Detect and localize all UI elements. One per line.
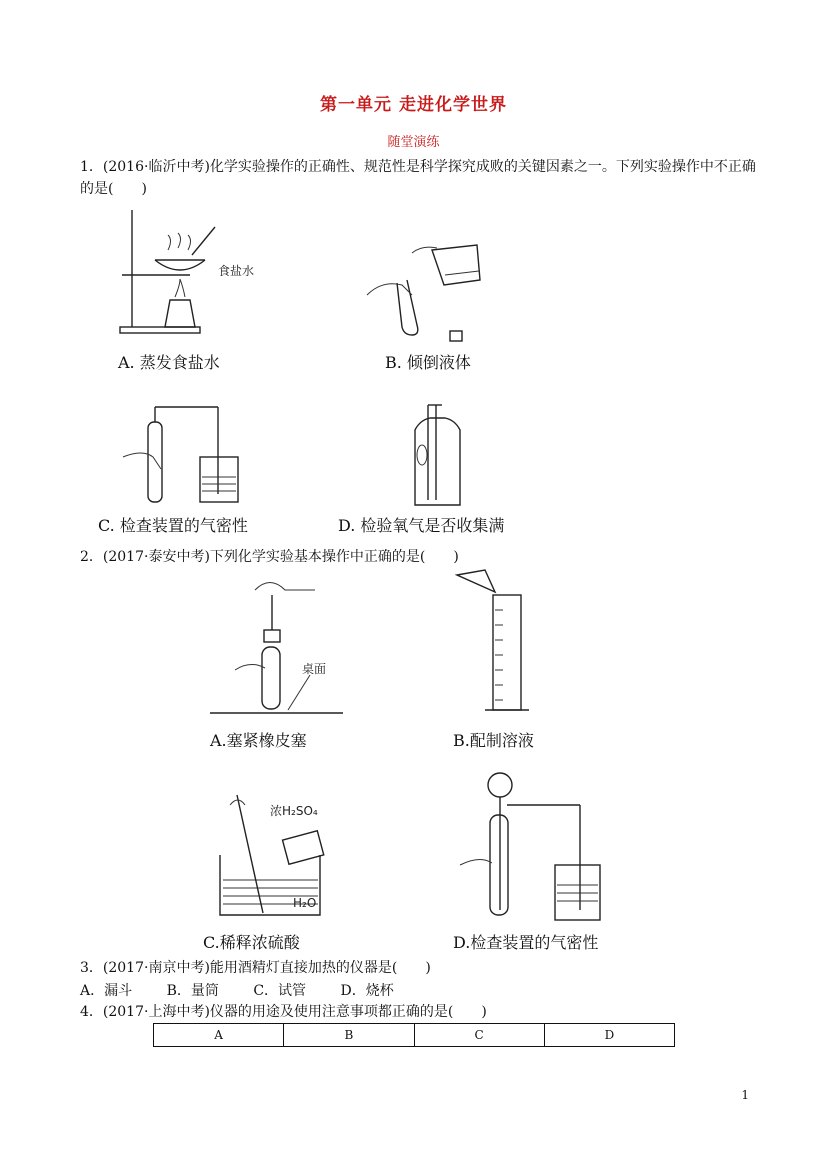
oxygen-bottle-figure [400, 400, 470, 510]
table-row [154, 1024, 675, 1047]
table-header-c: C [414, 1024, 544, 1047]
question-3-text: 3．(2017·南京中考)能用酒精灯直接加热的仪器是( ) [80, 960, 431, 976]
page-number: 1 [741, 1088, 749, 1102]
figure-1c-caption: C. 检查装置的气密性 [98, 516, 248, 535]
air-tightness-figure-2 [455, 770, 605, 925]
question-1-text: 1．(2016·临沂中考)化学实验操作的正确性、规范性是科学探究成败的关键因素之一。下列实验操作中不正确的是( ) [80, 159, 756, 197]
figure-1b-caption: B. 倾倒液体 [385, 353, 471, 372]
salt-water-label: 食盐水 [218, 264, 255, 278]
option-a[interactable]: A．漏斗 [80, 983, 133, 999]
table-header-a: A [154, 1024, 284, 1047]
evaporation-apparatus-figure [110, 205, 255, 340]
desk-label: 桌面 [302, 662, 327, 676]
air-tightness-figure-1 [118, 402, 253, 507]
water-label: H₂O [293, 896, 317, 910]
option-b[interactable]: B．量筒 [166, 983, 219, 999]
figure-2c-caption: C.稀释浓硫酸 [203, 933, 300, 952]
table-header-d: D [544, 1024, 674, 1047]
option-d[interactable]: D．烧杯 [340, 983, 394, 999]
figure-1a-caption: A. 蒸发食盐水 [118, 353, 220, 372]
graduated-cylinder-figure [455, 570, 535, 720]
pour-liquid-figure [362, 235, 502, 345]
figure-2a-caption: A.塞紧橡皮塞 [210, 731, 307, 750]
page-subtitle: 随堂演练 [387, 135, 440, 150]
page-title: 第一单元 走进化学世界 [320, 95, 507, 115]
option-c[interactable]: C．试管 [253, 983, 307, 999]
stopper-figure [210, 575, 345, 715]
figure-1d-caption: D. 检验氧气是否收集满 [338, 516, 505, 535]
question-4-text: 4．(2017·上海中考)仪器的用途及使用注意事项都正确的是( ) [80, 1004, 487, 1020]
figure-2b-caption: B.配制溶液 [453, 731, 534, 750]
question-2-text: 2．(2017·泰安中考)下列化学实验基本操作中正确的是( ) [80, 549, 459, 565]
dilute-acid-figure [215, 785, 355, 920]
table-header-b: B [284, 1024, 414, 1047]
question-4-table [153, 1023, 675, 1047]
question-3-options [80, 980, 424, 1000]
conc-acid-label: 浓H₂SO₄ [270, 804, 318, 818]
figure-2d-caption: D.检查装置的气密性 [453, 933, 599, 952]
